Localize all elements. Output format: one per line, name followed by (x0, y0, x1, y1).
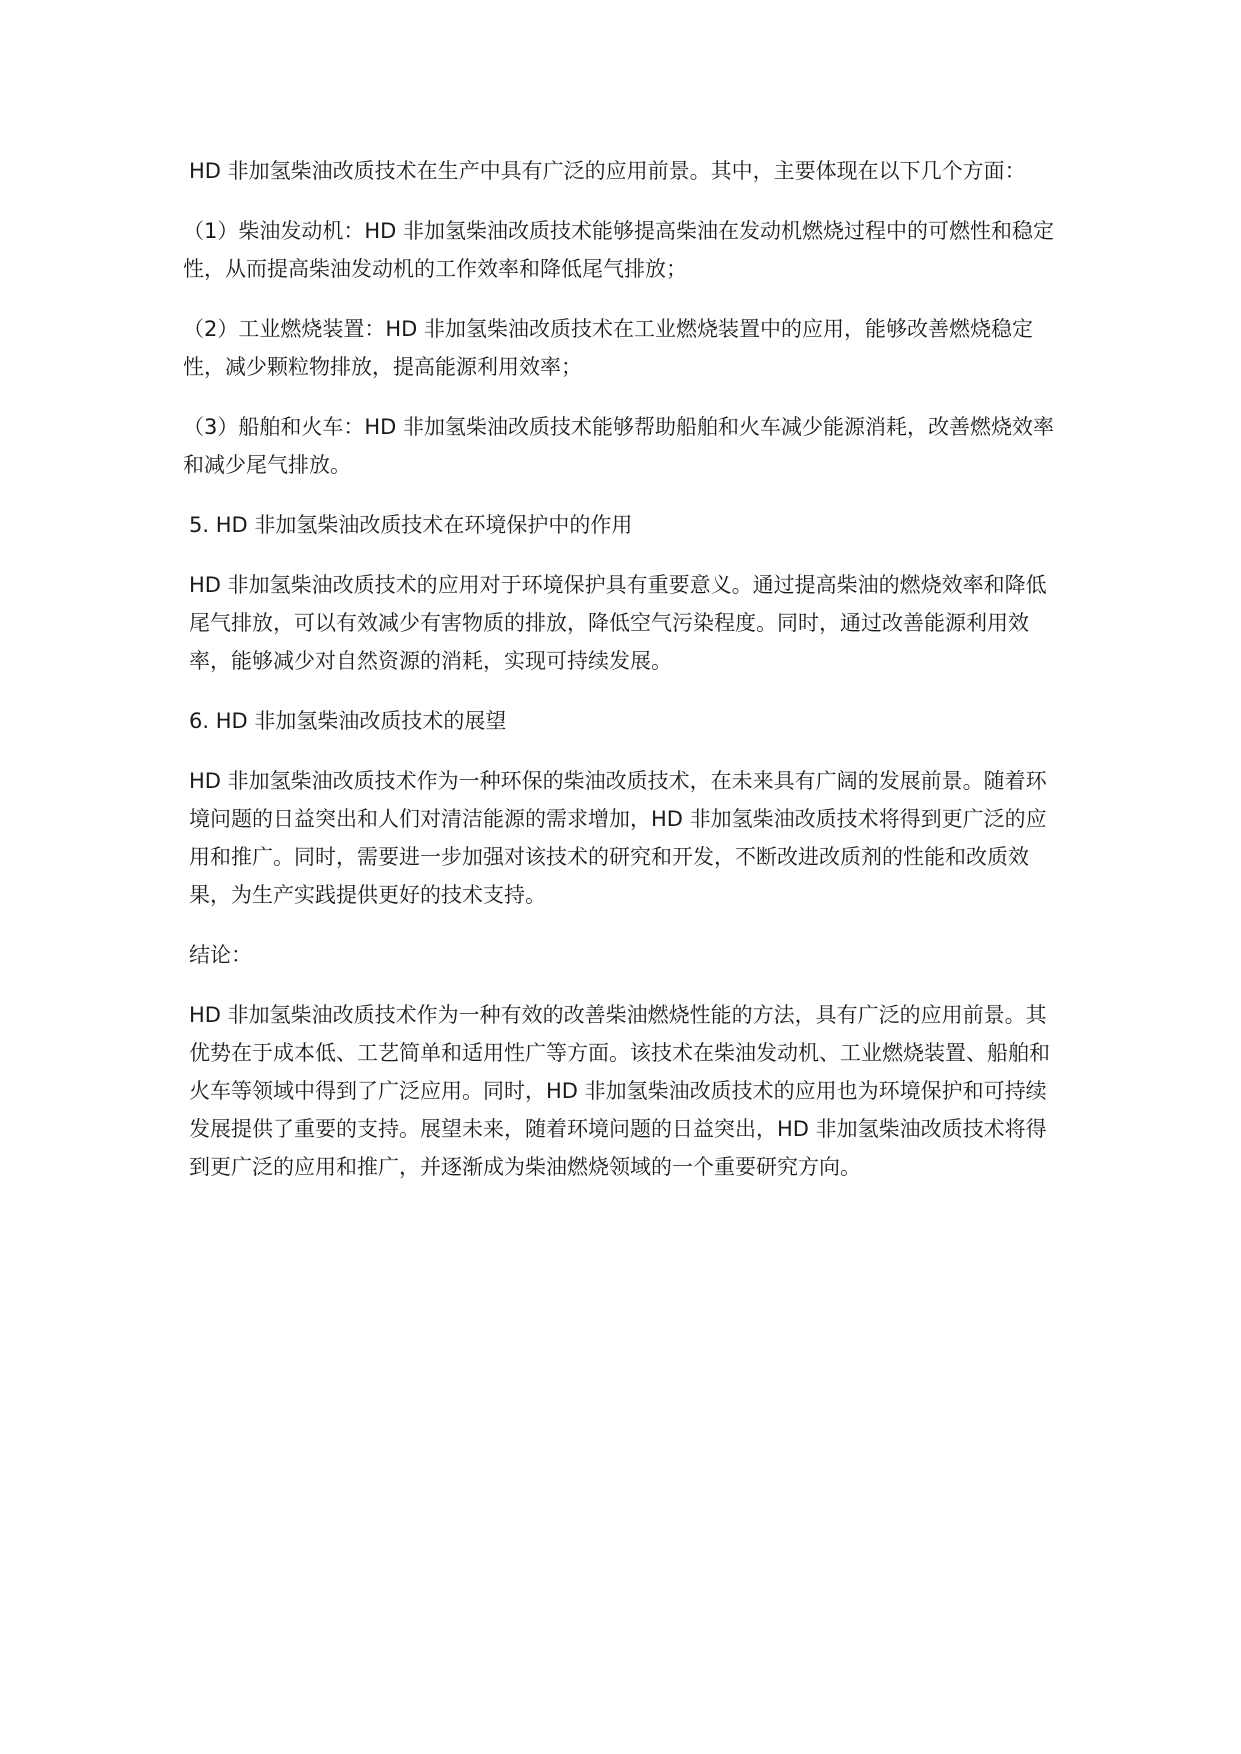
section-heading-6: 6. HD 非加氢柴油改质技术的展望 (189, 709, 507, 733)
section-6-paragraph: HD 非加氢柴油改质技术作为一种环保的柴油改质技术，在未来具有广阔的发展前景。随着环境问题的日益突出和人们对清洁能源的需求增加，HD 非加氢柴油改质技术将得到更广泛的应用和推广。同时，需要进一步加强对该技术的研究和开发，不断改进改质剂的性能和改质效果，为生产实践提供更好的技术支持。 (189, 769, 1047, 907)
document-body (183, 152, 1059, 1208)
list-item-diesel-engine: （1）柴油发动机：HD 非加氢柴油改质技术能够提高柴油在发动机燃烧过程中的可燃性和稳定性，从而提高柴油发动机的工作效率和降低尾气排放； (183, 219, 1054, 281)
list-item-industrial-burner: （2）工业燃烧装置：HD 非加氢柴油改质技术在工业燃烧装置中的应用，能够改善燃烧稳定性，减少颗粒物排放，提高能源利用效率； (183, 317, 1033, 379)
section-5-paragraph: HD 非加氢柴油改质技术的应用对于环境保护具有重要意义。通过提高柴油的燃烧效率和降低尾气排放，可以有效减少有害物质的排放，降低空气污染程度。同时，通过改善能源利用效率，能够减少对自然资源的消耗，实现可持续发展。 (189, 573, 1047, 673)
conclusion-paragraph: HD 非加氢柴油改质技术作为一种有效的改善柴油燃烧性能的方法，具有广泛的应用前景。其优势在于成本低、工艺简单和适用性广等方面。该技术在柴油发动机、工业燃烧装置、船舶和火车等领域中得到了广泛应用。同时，HD 非加氢柴油改质技术的应用也为环境保护和可持续发展提供了重要的支持。展望未来，随着环境问题的日益突出，HD 非加氢柴油改质技术将得到更广泛的应用和推广，并逐渐成为柴油燃烧领域的一个重要研究方向。 (189, 1003, 1050, 1179)
intro-paragraph: HD 非加氢柴油改质技术在生产中具有广泛的应用前景。其中，主要体现在以下几个方面： (189, 159, 1026, 183)
list-item-ships-trains: （3）船舶和火车：HD 非加氢柴油改质技术能够帮助船舶和火车减少能源消耗，改善燃烧效率和减少尾气排放。 (183, 415, 1054, 477)
conclusion-heading: 结论： (189, 943, 252, 967)
section-heading-5: 5. HD 非加氢柴油改质技术在环境保护中的作用 (189, 513, 633, 537)
